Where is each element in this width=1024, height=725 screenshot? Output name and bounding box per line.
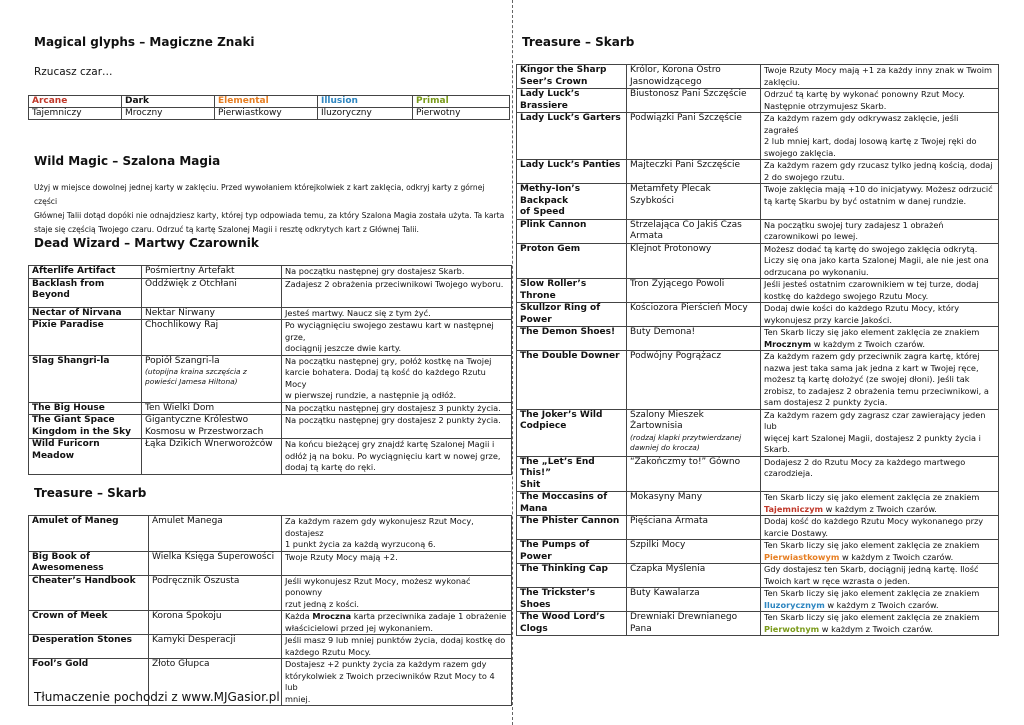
table-cell: Ten Skarb liczy się jako element zaklęcia ze znakiem Tajemniczym w każdym z Twoich czarów.: [761, 492, 999, 516]
table-cell: Za każdym razem gdy rzucasz tylko jedną kością, dodaj 2 do swojego rzutu.: [761, 160, 999, 184]
table-cell: Amulet of Maneg: [29, 516, 149, 552]
table-row: [517, 492, 999, 516]
table-cell: Na początku następnej gry dostajesz 3 punkty życia.: [282, 402, 512, 415]
table-cell: Jeśli masz 9 lub mniej punktów życia, dodaj kostkę do każdego Rzutu Mocy.: [282, 635, 512, 659]
table-cell: Złoto Głupca: [149, 659, 282, 706]
table-cell: Kamyki Desperacji: [149, 635, 282, 659]
treasure-right-table: [516, 64, 999, 636]
table-cell: Gdy dostajesz ten Skarb, dociągnij jedną kartę. Ilość Twoich kart w ręce wzrasta o jeden.: [761, 564, 999, 588]
table-cell: The „Let’s End This!” Shit: [517, 456, 627, 492]
table-cell: Za każdym razem gdy odkrywasz zaklęcie, jeśli zagrałeś 2 lub mniej kart, dodaj losową kartę z Twojej ręki do swojego zaklęcia.: [761, 113, 999, 160]
table-cell: Big Book of Awesomeness: [29, 551, 149, 575]
glyph-pl: Iluzoryczny: [318, 108, 413, 120]
table-cell: Pixie Paradise: [29, 320, 142, 356]
table-row: [517, 219, 999, 243]
table-cell: Jesteś martwy. Naucz się z tym żyć.: [282, 307, 512, 320]
table-row: [517, 588, 999, 612]
table-cell: The Trickster’s Shoes: [517, 588, 627, 612]
table-cell: Ten Skarb liczy się jako element zaklęcia ze znakiem Iluzorycznym w każdym z Twoich czarów.: [761, 588, 999, 612]
table-row: [29, 439, 512, 475]
table-cell: Po wyciągnięciu swojego zestawu kart w następnej grze, dociągnij jeszcze dwie karty.: [282, 320, 512, 356]
table-cell: The Joker’s Wild Codpiece: [517, 409, 627, 456]
glyph-elemental: Elemental: [215, 96, 318, 108]
dead-table: [28, 265, 512, 475]
table-cell: Popiół Szangri-la (utopijna kraina szczęścia z powieści Jamesa Hiltona): [142, 355, 282, 402]
table-cell: Biustonosz Pani Szczęście: [627, 89, 761, 113]
table-cell: Jeśli wykonujesz Rzut Mocy, możesz wykonać ponowny rzut jedną z kości.: [282, 575, 512, 611]
table-cell: Klejnot Protonowy: [627, 243, 761, 279]
table-cell: Podwiązki Pani Szczęście: [627, 113, 761, 160]
glyph-pl: Mroczny: [122, 108, 215, 120]
glyphs-table: [28, 95, 510, 120]
table-row: [517, 327, 999, 351]
table-cell: Ten Wielki Dom: [142, 402, 282, 415]
glyph-illusion: Illusion: [318, 96, 413, 108]
table-cell: Na początku następnej gry dostajesz 2 punkty życia.: [282, 415, 512, 439]
table-cell: Skullzor Ring of Power: [517, 303, 627, 327]
table-cell: Za każdym razem gdy wykonujesz Rzut Mocy, dostajesz 1 punkt życia za każdą wyrzuconą 6.: [282, 516, 512, 552]
table-cell: Dodaj kość do każdego Rzutu Mocy wykonanego przy karcie Dostawy.: [761, 516, 999, 540]
table-cell: Możesz dodać tą kartę do swojego zaklęcia odkrytą. Liczy się ona jako karta Szalonej Magii, ale nie jest ona odrzucana po wykonaniu.: [761, 243, 999, 279]
table-cell: Chochlikowy Raj: [142, 320, 282, 356]
glyph-primal: Primal: [413, 96, 510, 108]
table-cell: Oddźwięk z Otchłani: [142, 278, 282, 307]
table-cell: Methy-Ion’s Backpack of Speed: [517, 184, 627, 220]
table-cell: Twoje Rzuty Mocy mają +1 za każdy inny znak w Twoim zaklęciu.: [761, 65, 999, 89]
table-row: [29, 611, 512, 635]
table-cell: Czapka Myślenia: [627, 564, 761, 588]
table-cell: Mokasyny Many: [627, 492, 761, 516]
table-cell: Lady Luck’s Panties: [517, 160, 627, 184]
glyph-pl: Pierwiastkowy: [215, 108, 318, 120]
table-cell: Crown of Meek: [29, 611, 149, 635]
dead-title: Dead Wizard – Martwy Czarownik: [34, 236, 259, 250]
table-cell: The Moccasins of Mana: [517, 492, 627, 516]
table-row: [517, 160, 999, 184]
table-cell: The Double Downer: [517, 351, 627, 410]
table-cell: Ten Skarb liczy się jako element zaklęcia ze znakiem Pierwotnym w każdym z Twoich czarów.: [761, 612, 999, 636]
table-cell: Za każdym razem gdy zagrasz czar zawierający jeden lub więcej kart Szalonej Magii, dostajesz 2 punkty życia i Skarb.: [761, 409, 999, 456]
table-cell: Szalony Mieszek Żartownisia (rodzaj klapki przytwierdzanej dawniej do krocza): [627, 409, 761, 456]
table-cell: Majteczki Pani Szczęście: [627, 160, 761, 184]
table-row: [29, 278, 512, 307]
table-cell: Każda Mroczna karta przeciwnika zadaje 1 obrażenie właścicielowi przed jej wykonaniem.: [282, 611, 512, 635]
table-cell: Drewniaki Drewnianego Pana: [627, 612, 761, 636]
table-cell: Za każdym razem gdy przeciwnik zagra kartę, której nazwa jest taka sama jak jedna z kart w Twojej ręce, możesz tą kartę dołożyć (ze swojej dłoni). Jeśli tak zrobisz, to zadajesz 2 obrażenia temu przeciwnikowi, a sam dostajesz 2 punkty życia.: [761, 351, 999, 410]
table-cell: The Phister Cannon: [517, 516, 627, 540]
table-cell: The Demon Shoes!: [517, 327, 627, 351]
table-cell: Gigantyczne Królestwo Kosmosu w Przestworzach: [142, 415, 282, 439]
table-cell: Slow Roller’s Throne: [517, 279, 627, 303]
table-row: [29, 307, 512, 320]
table-row: [29, 320, 512, 356]
table-cell: Szpilki Mocy: [627, 540, 761, 564]
table-row: [517, 113, 999, 160]
table-cell: Ten Skarb liczy się jako element zaklęcia ze znakiem Mrocznym w każdym z Twoich czarów.: [761, 327, 999, 351]
table-row: [29, 516, 512, 552]
table-row: [517, 184, 999, 220]
glyph-arcane: Arcane: [29, 96, 122, 108]
table-cell: Desperation Stones: [29, 635, 149, 659]
table-cell: Plink Cannon: [517, 219, 627, 243]
table-cell: Dodajesz 2 do Rzutu Mocy za każdego martwego czarodzieja.: [761, 456, 999, 492]
table-cell: Tron Żyjącego Powoli: [627, 279, 761, 303]
glyph-pl: Tajemniczy: [29, 108, 122, 120]
table-cell: Slag Shangri-la: [29, 355, 142, 402]
table-cell: Odrzuć tą kartę by wykonać ponowny Rzut Mocy. Następnie otrzymujesz Skarb.: [761, 89, 999, 113]
treasure-left-table: [28, 515, 512, 706]
table-cell: Łąka Dzikich Wnerworożców: [142, 439, 282, 475]
table-cell: The Pumps of Power: [517, 540, 627, 564]
table-cell: Pośmiertny Artefakt: [142, 266, 282, 279]
table-cell: Lady Luck’s Garters: [517, 113, 627, 160]
table-cell: Jeśli jesteś ostatnim czarownikiem w tej turze, dodaj kostkę do każdego swojego Rzutu Mocy.: [761, 279, 999, 303]
table-cell: Cheater’s Handbook: [29, 575, 149, 611]
table-row: [29, 402, 512, 415]
treasure-left-title: Treasure – Skarb: [34, 486, 147, 500]
table-cell: The Big House: [29, 402, 142, 415]
table-cell: Twoje zaklęcia mają +10 do inicjatywy. Możesz odrzucić tą kartę Skarbu by być ostatnim w danej rundzie.: [761, 184, 999, 220]
table-cell: “Zakończmy to!” Gówno: [627, 456, 761, 492]
table-cell: Wielka Księga Superowości: [149, 551, 282, 575]
table-row: [517, 351, 999, 410]
table-cell: Dodaj dwie kości do każdego Rzutu Mocy, który wykonujesz przy karcie Jakości.: [761, 303, 999, 327]
table-row: [517, 243, 999, 279]
table-cell: Metamfety Plecak Szybkości: [627, 184, 761, 220]
table-cell: Zadajesz 2 obrażenia przeciwnikowi Twojego wyboru.: [282, 278, 512, 307]
table-cell: Amulet Manega: [149, 516, 282, 552]
table-cell: Kingor the Sharp Seer’s Crown: [517, 65, 627, 89]
footer-credit: Tłumaczenie pochodzi z www.MJGasior.pl: [34, 690, 280, 704]
table-cell: Podręcznik Oszusta: [149, 575, 282, 611]
table-row: [517, 456, 999, 492]
table-cell: Podwójny Pogrążacz: [627, 351, 761, 410]
table-row: [29, 575, 512, 611]
table-cell: Buty Demona!: [627, 327, 761, 351]
table-row: [517, 612, 999, 636]
table-cell: The Thinking Cap: [517, 564, 627, 588]
wild-text: Użyj w miejsce dowolnej jednej karty w zaklęciu. Przed wywołaniem którejkolwiek z kart zaklęcia, odkryj karty z górnej części Głównej Talii dotąd dopóki nie odnajdziesz karty, której typ odpowiada temu, za który Szalona Magia została użyta. Ta karta staje się częścią Twojego czaru. Odrzuć tą kartę Szalonej Magii i resztę odkrytych kart z Głównej Talii.: [34, 183, 505, 234]
table-cell: Nectar of Nirvana: [29, 307, 142, 320]
table-cell: Na początku swojej tury zadajesz 1 obrażeń czarownikowi po lewej.: [761, 219, 999, 243]
table-cell: Backlash from Beyond: [29, 278, 142, 307]
glyph-pl: Pierwotny: [413, 108, 510, 120]
table-cell: Buty Kawalarza: [627, 588, 761, 612]
table-cell: Na początku następnej gry, połóż kostkę na Twojej karcie bohatera. Dodaj tą kość do każdego Rzutu Mocy w pierwszej rundzie, a następnie ją odłóż.: [282, 355, 512, 402]
table-row: [517, 516, 999, 540]
glyphs-intro: Rzucasz czar…: [34, 66, 113, 78]
table-row: [517, 279, 999, 303]
table-row: [517, 409, 999, 456]
glyphs-title: Magical glyphs – Magiczne Znaki: [34, 35, 255, 49]
table-cell: Afterlife Artifact: [29, 266, 142, 279]
table-cell: Proton Gem: [517, 243, 627, 279]
table-row: [29, 355, 512, 402]
table-cell: Dostajesz +2 punkty życia za każdym razem gdy którykolwiek z Twoich przeciwników Rzut Mocy to 4 lub mniej.: [282, 659, 512, 706]
table-cell: The Wood Lord’s Clogs: [517, 612, 627, 636]
table-cell: Ten Skarb liczy się jako element zaklęcia ze znakiem Pierwiastkowym w każdym z Twoich czarów.: [761, 540, 999, 564]
table-row: [29, 551, 512, 575]
table-cell: Strzelająca Co Jakiś Czas Armata: [627, 219, 761, 243]
table-cell: Lady Luck’s Brassiere: [517, 89, 627, 113]
table-row: [517, 540, 999, 564]
table-cell: Korona Spokoju: [149, 611, 282, 635]
table-row: [517, 65, 999, 89]
page-divider: [512, 0, 513, 725]
table-row: [517, 303, 999, 327]
table-cell: Na końcu bieżącej gry znajdź kartę Szalonej Magii i odłóż ją na boku. Po wyciągnięciu kart w nowej grze, dodaj tą kartę do ręki.: [282, 439, 512, 475]
treasure-right-title: Treasure – Skarb: [522, 35, 635, 49]
glyph-dark: Dark: [122, 96, 215, 108]
table-row: [29, 415, 512, 439]
table-cell: Fool’s Gold: [29, 659, 149, 706]
table-cell: Kościozora Pierścień Mocy: [627, 303, 761, 327]
table-cell: Nektar Nirwany: [142, 307, 282, 320]
table-row: [29, 266, 512, 279]
table-cell: Wild Furicorn Meadow: [29, 439, 142, 475]
table-row: [517, 564, 999, 588]
table-row: [517, 89, 999, 113]
table-cell: Twoje Rzuty Mocy mają +2.: [282, 551, 512, 575]
table-cell: The Giant Space Kingdom in the Sky: [29, 415, 142, 439]
table-cell: Królor, Korona Ostro Jasnowidzącego: [627, 65, 761, 89]
table-row: [29, 635, 512, 659]
table-cell: Na początku następnej gry dostajesz Skarb.: [282, 266, 512, 279]
wild-title: Wild Magic – Szalona Magia: [34, 154, 221, 168]
table-cell: Pięściana Armata: [627, 516, 761, 540]
